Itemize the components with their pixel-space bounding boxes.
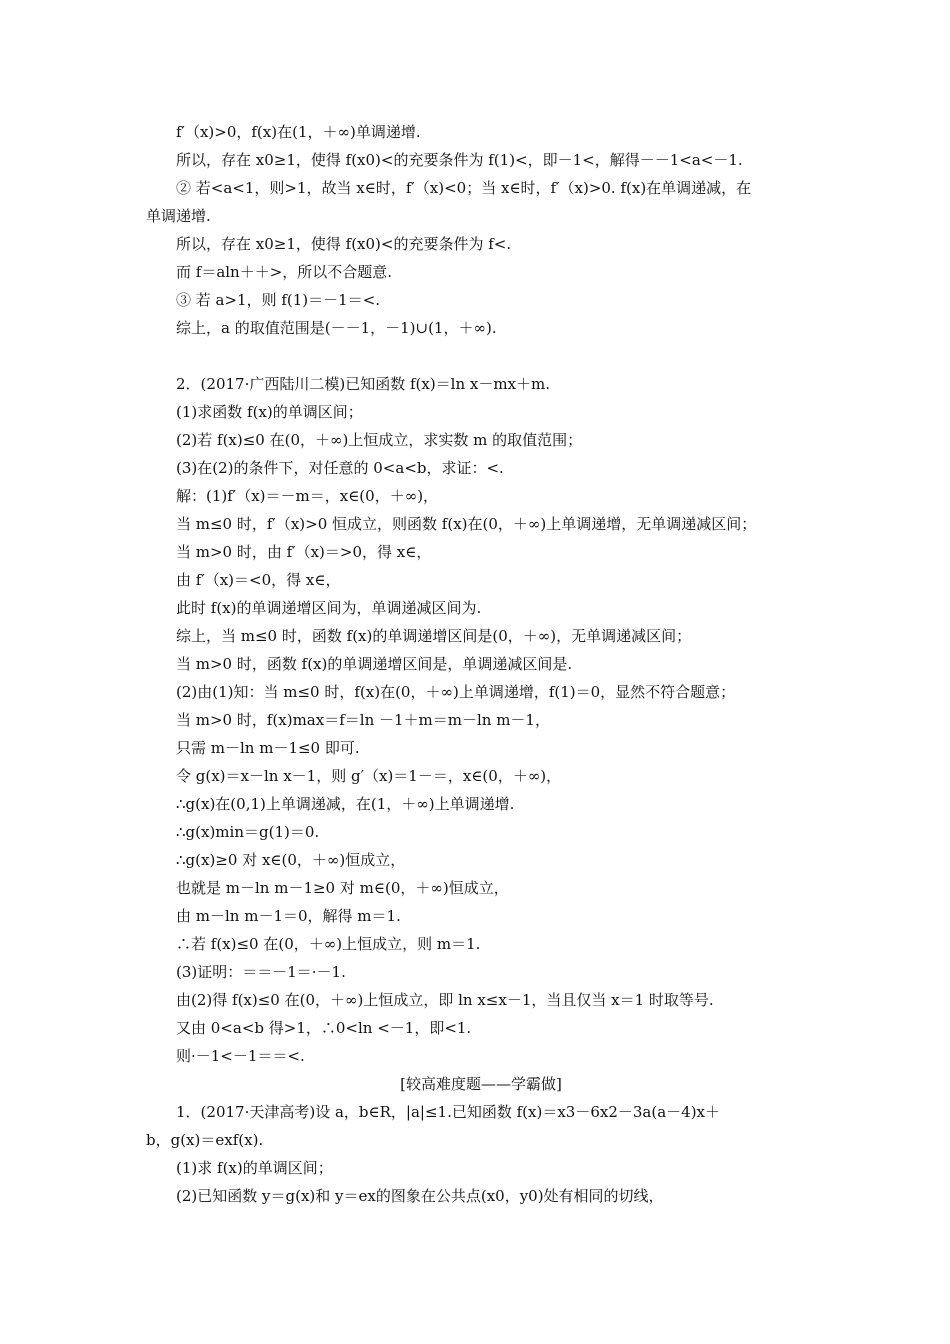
text-line: 又由 0<a<b 得>1，∴0<ln <－1，即<1. [176,1019,472,1037]
blank-line [146,342,816,370]
text-line: 由 f′（x)＝<0，得 x∈， [176,571,341,589]
text-line: (2)由(1)知：当 m≤0 时，f(x)在(0，＋∞)上单调递增，f(1)＝0，显然不符合题意； [176,683,736,701]
text-line: 由 m－ln m－1＝0，解得 m＝1. [176,907,401,925]
text-line: ∴g(x)min＝g(1)＝0. [176,823,320,841]
text-line: (2)若 f(x)≤0 在(0，＋∞)上恒成立，求实数 m 的取值范围； [176,431,583,449]
text-line: 当 m>0 时，函数 f(x)的单调递增区间是，单调递减区间是. [176,655,573,673]
text-line: ② 若<a<1，则>1，故当 x∈时，f′（x)<0；当 x∈时，f′（x)>0. f(x)在单调递减，在 [176,179,752,197]
text-line: 当 m>0 时，由 f′（x)＝>0，得 x∈， [176,543,432,561]
text-line: 当 m>0 时，f(x)max＝f＝ln －1＋m＝m－ln m－1， [176,711,550,729]
document-body [146,118,816,1210]
text-line: 而 f＝aln＋＋>，所以不合题意. [176,263,393,281]
text-line: 只需 m－ln m－1≤0 即可. [176,739,360,757]
text-line: (2)已知函数 y＝g(x)和 y＝ex的图象在公共点(x0，y0)处有相同的切线， [176,1187,664,1205]
text-line: 所以，存在 x0≥1，使得 f(x0)<的充要条件为 f<. [176,235,512,253]
text-line: ③ 若 a>1，则 f(1)＝－1＝<. [176,291,381,309]
section-heading: [较高难度题——学霸做] [400,1075,562,1093]
text-line: 当 m≤0 时，f′（x)>0 恒成立，则函数 f(x)在(0，＋∞)上单调递增，无单调递减区间； [176,515,757,533]
text-line: 单调递增. [146,207,211,225]
text-line: (1)求函数 f(x)的单调区间； [176,403,363,421]
text-line: (3)证明：＝＝－1＝·－1. [176,963,346,981]
text-line: 2．(2017·广西陆川二模)已知函数 f(x)＝ln x－mx＋m. [176,375,551,393]
text-line: ∴g(x)在(0,1)上单调递减，在(1，＋∞)上单调递增. [176,795,515,813]
text-line: 解：(1)f′（x)＝－m＝，x∈(0，＋∞)， [176,487,439,505]
text-line: 综上，a 的取值范围是(－－1，－1)∪(1，＋∞). [176,319,497,337]
text-line: 令 g(x)＝x－ln x－1，则 g′（x)＝1－＝，x∈(0，＋∞)， [176,767,562,785]
text-line: 综上，当 m≤0 时，函数 f(x)的单调递增区间是(0，＋∞)，无单调递减区间； [176,627,692,645]
text-line: b，g(x)＝exf(x). [146,1131,264,1149]
text-line: 所以，存在 x0≥1，使得 f(x0)<的充要条件为 f(1)<，即－1<，解得－－1<a<－1. [176,151,743,169]
text-line: 1．(2017·天津高考)设 a，b∈R，|a|≤1.已知函数 f(x)＝x3－6x2－3a(a－4)x＋ [176,1103,721,1121]
text-line: ∴若 f(x)≤0 在(0，＋∞)上恒成立，则 m＝1. [176,935,481,953]
text-line: 则·－1<－1＝＝<. [176,1047,305,1065]
text-line: 此时 f(x)的单调递增区间为，单调递减区间为. [176,599,482,617]
text-line: ∴g(x)≥0 对 x∈(0，＋∞)恒成立， [176,851,406,869]
text-line: 也就是 m－ln m－1≥0 对 m∈(0，＋∞)恒成立， [176,879,509,897]
text-line: 由(2)得 f(x)≤0 在(0，＋∞)上恒成立，即 ln x≤x－1，当且仅当 x＝1 时取等号. [176,991,714,1009]
text-line: (1)求 f(x)的单调区间； [176,1159,333,1177]
text-line: (3)在(2)的条件下，对任意的 0<a<b，求证：<. [176,459,504,477]
text-line: f′（x)>0，f(x)在(1，＋∞)单调递增. [176,123,421,141]
